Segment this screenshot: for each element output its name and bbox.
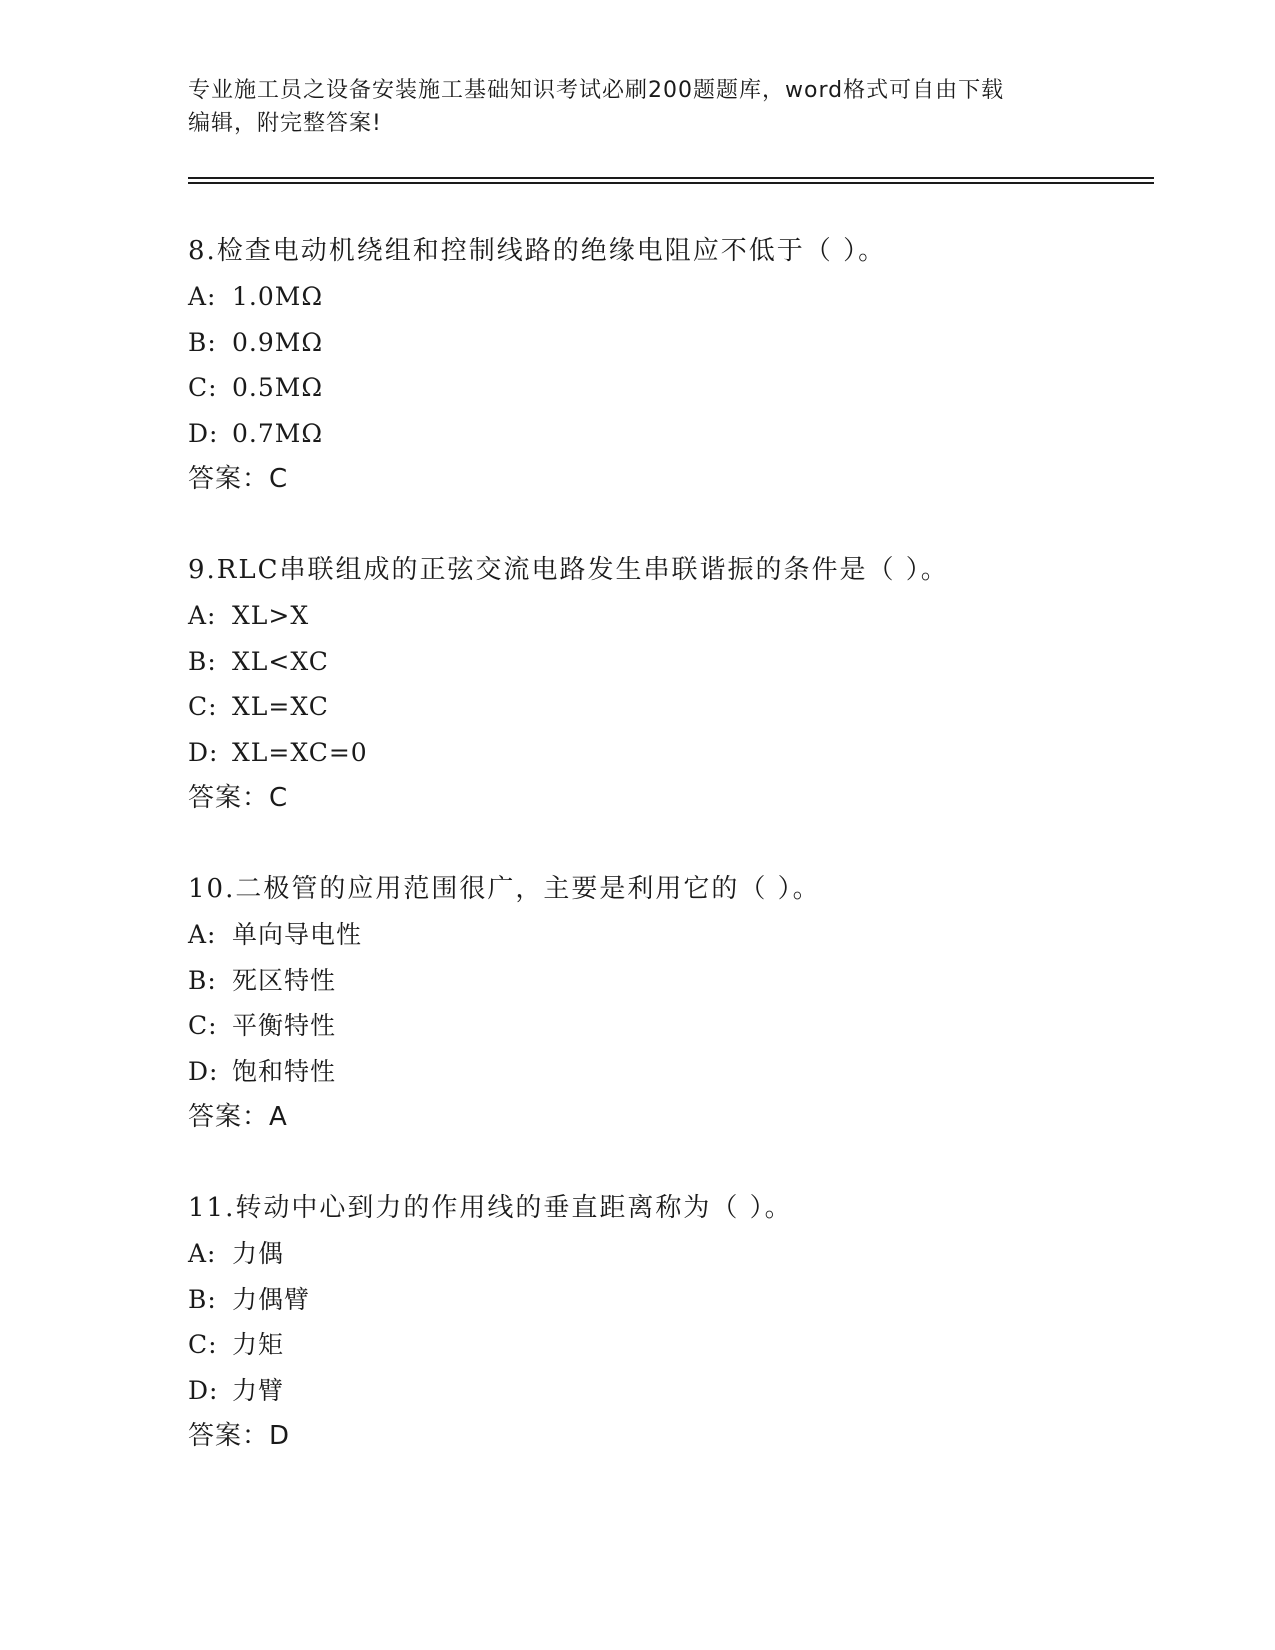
option-text: 平衡特性	[232, 1011, 337, 1040]
option-text: 单向导电性	[232, 920, 363, 949]
option-d	[188, 411, 1148, 457]
question-title: 8.检查电动机绕组和控制线路的绝缘电阻应不低于（ ）。	[188, 236, 887, 266]
option-c	[188, 684, 1148, 730]
option-letter: D:	[188, 418, 219, 448]
option-d	[188, 1368, 1148, 1414]
question-block	[188, 547, 1148, 821]
option-c	[188, 1003, 1148, 1049]
option-letter: C:	[188, 692, 218, 721]
option-letter: A:	[188, 920, 217, 949]
option-text: 0.9MΩ	[232, 327, 324, 357]
option-letter: A:	[188, 601, 217, 630]
header-line-2: 编辑，附完整答案!	[188, 111, 382, 136]
option-letter: B:	[188, 1284, 217, 1314]
option-letter: A:	[188, 1239, 217, 1268]
option-b	[188, 958, 1148, 1004]
option-text: XL<XC	[232, 646, 329, 676]
header-divider-top	[188, 177, 1154, 179]
document-header	[188, 74, 1088, 140]
option-text: 力偶臂	[232, 1284, 311, 1314]
option-text: XL>X	[232, 601, 310, 630]
header-line-1: 专业施工员之设备安装施工基础知识考试必刷200题题库，word格式可自由下载	[188, 78, 1005, 103]
option-d	[188, 730, 1148, 776]
answer-line: 答案：C	[188, 783, 289, 813]
option-letter: A:	[188, 282, 217, 311]
option-b	[188, 639, 1148, 685]
question-block	[188, 866, 1148, 1140]
option-letter: C:	[188, 373, 218, 402]
answer-line: 答案：C	[188, 464, 289, 494]
option-letter: B:	[188, 646, 217, 676]
option-letter: C:	[188, 1330, 218, 1359]
option-text: XL=XC=0	[232, 737, 368, 767]
option-a	[188, 593, 1148, 639]
option-a	[188, 912, 1148, 958]
option-text: 0.5MΩ	[232, 373, 324, 402]
option-b	[188, 1277, 1148, 1323]
option-letter: D:	[188, 1056, 219, 1086]
option-text: 力臂	[232, 1375, 285, 1405]
option-text: XL=XC	[232, 692, 329, 721]
header-divider-bottom	[188, 182, 1154, 184]
option-c	[188, 365, 1148, 411]
option-text: 力偶	[232, 1239, 285, 1268]
option-letter: B:	[188, 327, 217, 357]
option-d	[188, 1049, 1148, 1095]
answer-line: 答案：A	[188, 1102, 288, 1132]
question-title: 9.RLC串联组成的正弦交流电路发生串联谐振的条件是（ ）。	[188, 555, 949, 585]
question-title: 10.二极管的应用范围很广，主要是利用它的（ ）。	[188, 874, 821, 904]
option-letter: D:	[188, 737, 219, 767]
option-b	[188, 320, 1148, 366]
option-letter: C:	[188, 1011, 218, 1040]
option-text: 饱和特性	[232, 1056, 337, 1086]
question-block	[188, 228, 1148, 502]
option-text: 力矩	[232, 1330, 285, 1359]
option-text: 死区特性	[232, 965, 337, 995]
option-a	[188, 274, 1148, 320]
option-c	[188, 1322, 1148, 1368]
option-text: 0.7MΩ	[232, 418, 324, 448]
option-a	[188, 1231, 1148, 1277]
answer-line: 答案：D	[188, 1421, 291, 1451]
option-letter: D:	[188, 1375, 219, 1405]
option-text: 1.0MΩ	[232, 282, 324, 311]
question-title: 11.转动中心到力的作用线的垂直距离称为（ ）。	[188, 1193, 793, 1223]
option-letter: B:	[188, 965, 217, 995]
question-block	[188, 1185, 1148, 1459]
